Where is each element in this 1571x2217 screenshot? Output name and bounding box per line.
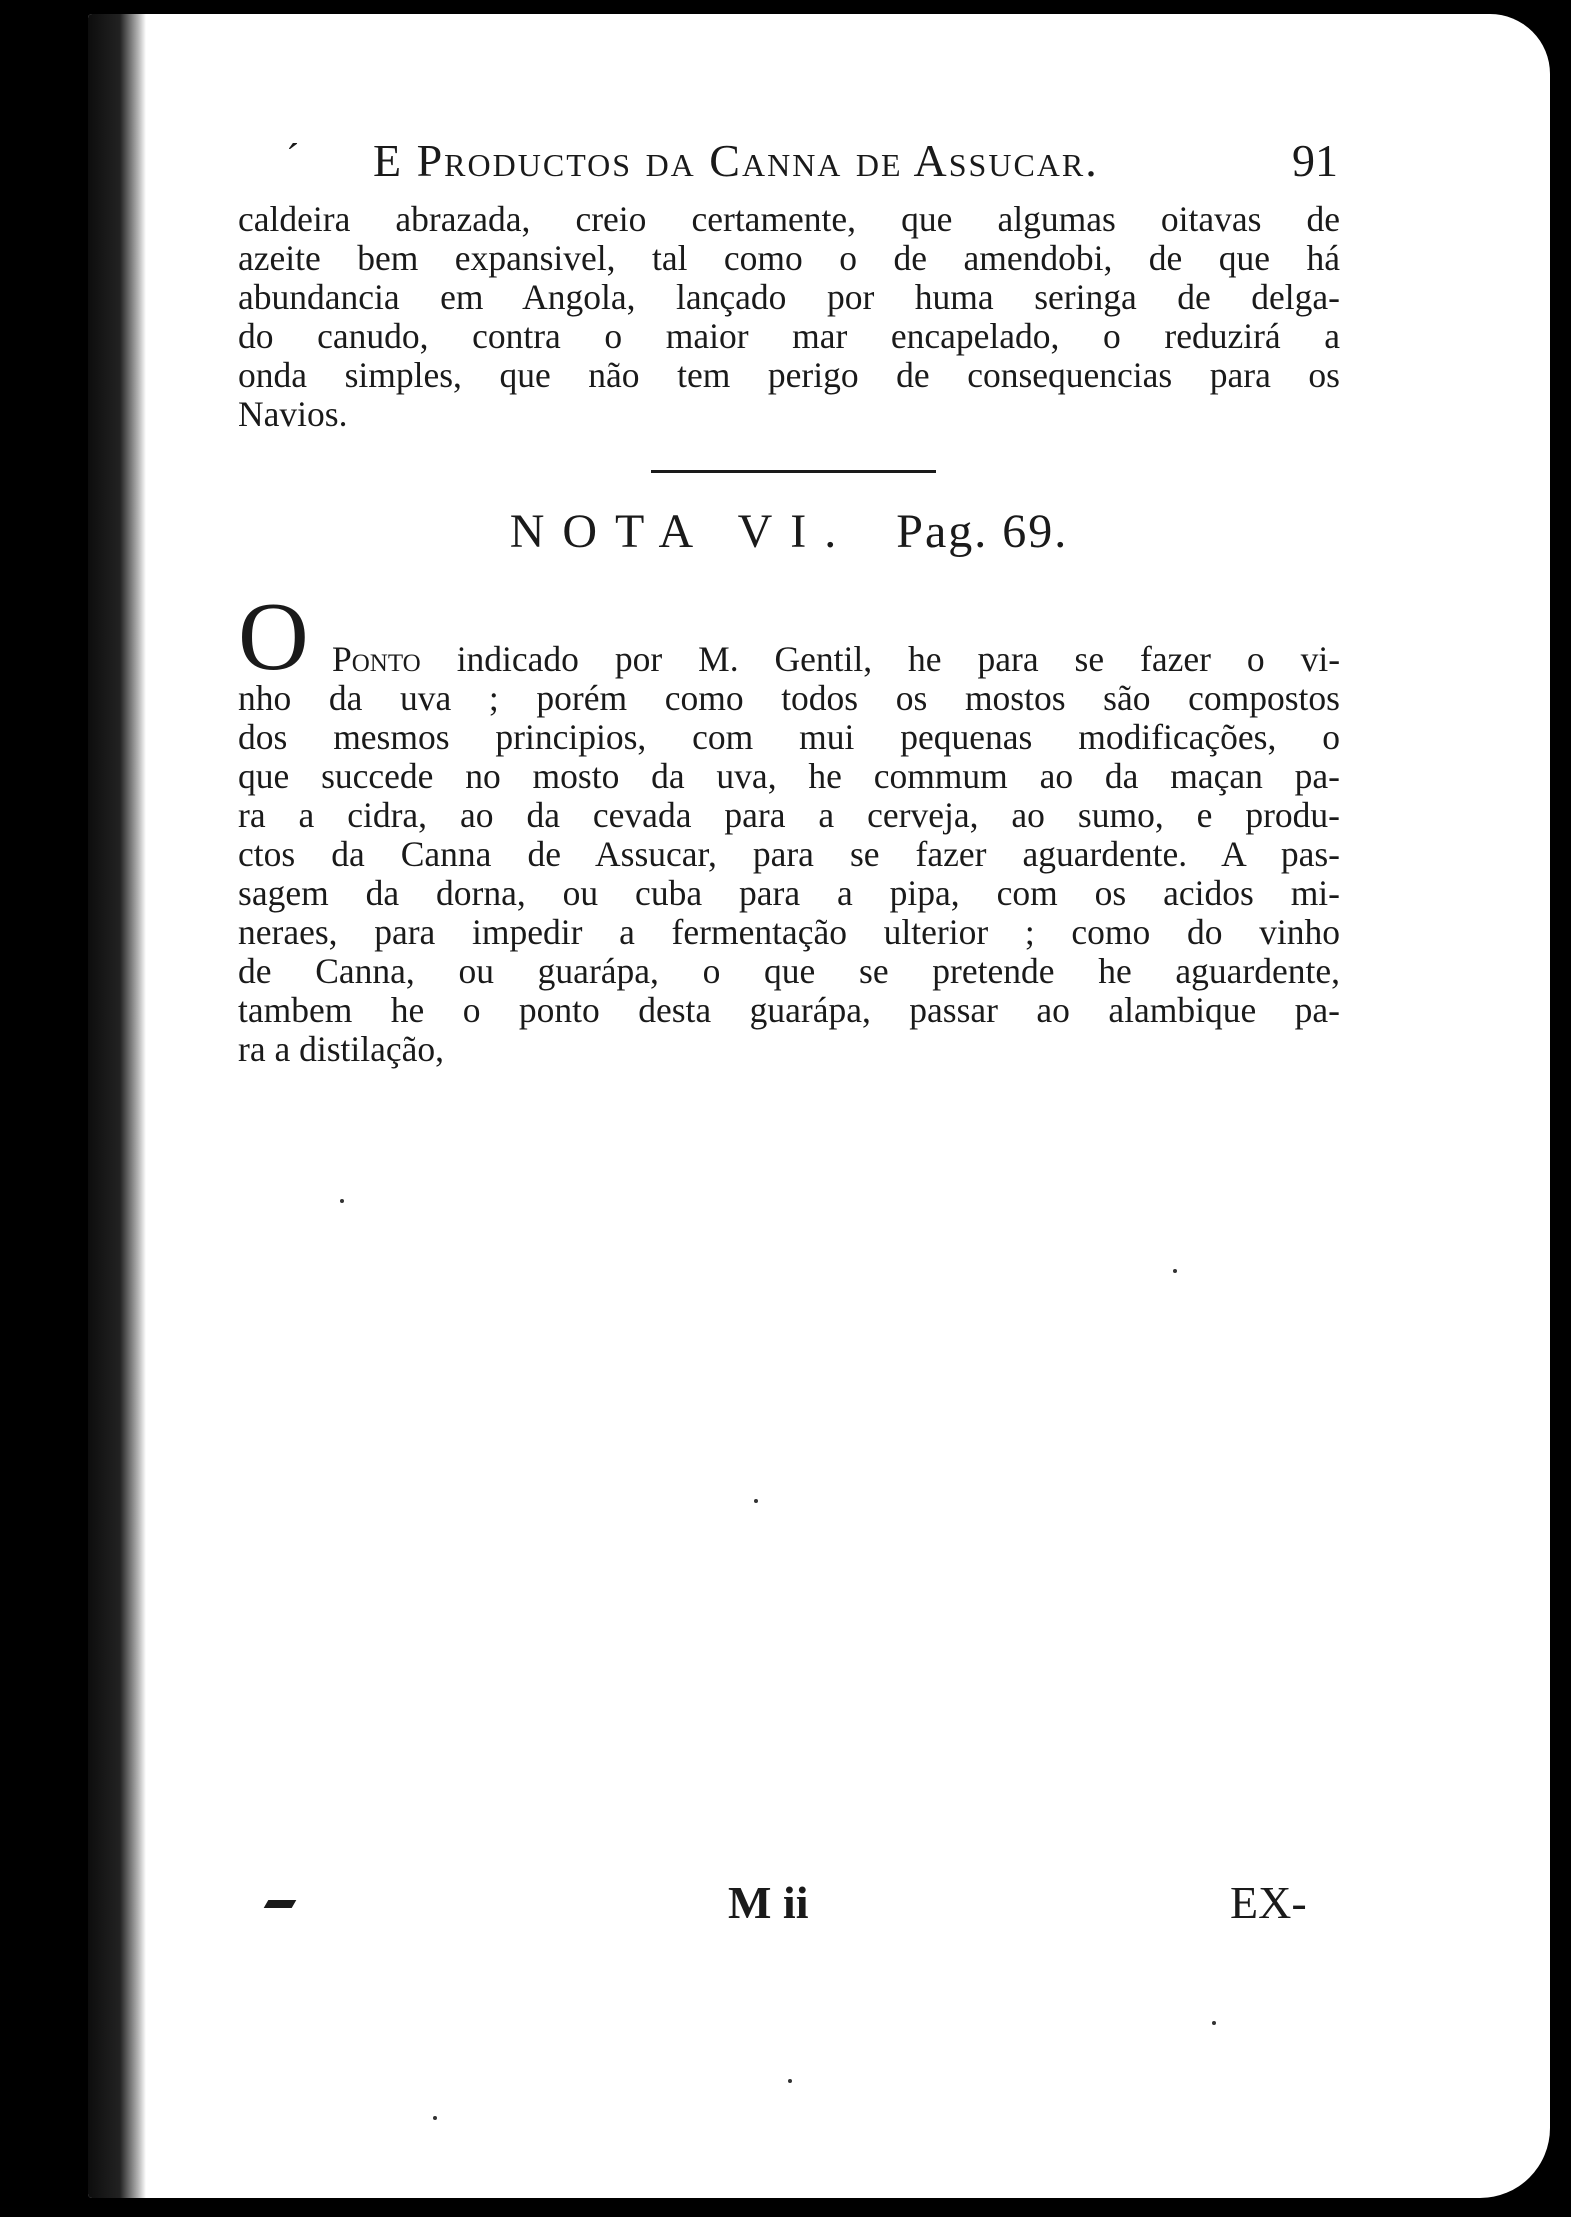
- ink-speck: [340, 1199, 344, 1203]
- drop-cap: O: [238, 583, 309, 691]
- text-line: sagem da dorna, ou cuba para a pipa, com os acidos mi-: [238, 873, 1340, 913]
- book-page: [88, 14, 1550, 2198]
- text-line: ra a distilação,: [238, 1029, 444, 1069]
- binding-edge: [88, 14, 146, 2198]
- note-page-reference: Pag. 69.: [896, 505, 1069, 558]
- text-line: neraes, para impedir a fermentação ulterior ; como do vinho: [238, 912, 1340, 952]
- first-word: Ponto: [332, 639, 421, 679]
- running-head: [268, 134, 1338, 194]
- head-mark: ´: [286, 135, 300, 180]
- catchword: EX-: [1230, 1877, 1307, 1928]
- text-line: Navios.: [238, 394, 348, 434]
- ink-mark: [264, 1900, 297, 1908]
- text-line: azeite bem expansivel, tal como o de amendobi, de que há: [238, 238, 1340, 278]
- page-number: 91: [1292, 135, 1338, 186]
- ink-speck: [433, 2116, 437, 2120]
- text-line: nho da uva ; porém como todos os mostos são compostos: [238, 678, 1340, 718]
- note-label: NOTA VI.: [509, 505, 855, 558]
- note-heading: [238, 504, 1340, 559]
- running-head-title: E Productos da Canna de Assucar.: [373, 135, 1099, 186]
- continued-paragraph: [238, 200, 1340, 434]
- ink-speck: [754, 1499, 758, 1503]
- text-line: [238, 640, 1340, 679]
- first-line-rest: indicado por M. Gentil, he para se fazer o vi-: [456, 639, 1341, 679]
- text-line: ra a cidra, ao da cevada para a cerveja, ao sumo, e produ-: [238, 795, 1340, 835]
- text-line: abundancia em Angola, lançado por huma seringa de delga-: [238, 277, 1340, 317]
- text-line: caldeira abrazada, creio certamente, que algumas oitavas de: [238, 199, 1340, 239]
- note-paragraph: [238, 640, 1340, 1069]
- ink-speck: [788, 2079, 792, 2083]
- text-line: onda simples, que não tem perigo de consequencias para os: [238, 355, 1340, 395]
- signature-mark: M ii: [728, 1877, 809, 1928]
- ink-speck: [1212, 2021, 1216, 2025]
- text-line: tambem he o ponto desta guarápa, passar ao alambique pa-: [238, 990, 1340, 1030]
- ink-speck: [1173, 1269, 1177, 1273]
- section-rule: [651, 470, 936, 473]
- text-line: de Canna, ou guarápa, o que se pretende he aguardente,: [238, 951, 1340, 991]
- text-line: dos mesmos principios, com mui pequenas modificações, o: [238, 717, 1340, 757]
- text-line: que succede no mosto da uva, he commum ao da maçan pa-: [238, 756, 1340, 796]
- text-line: do canudo, contra o maior mar encapelado, o reduzirá a: [238, 316, 1340, 356]
- text-line: ctos da Canna de Assucar, para se fazer aguardente. A pas-: [238, 834, 1340, 874]
